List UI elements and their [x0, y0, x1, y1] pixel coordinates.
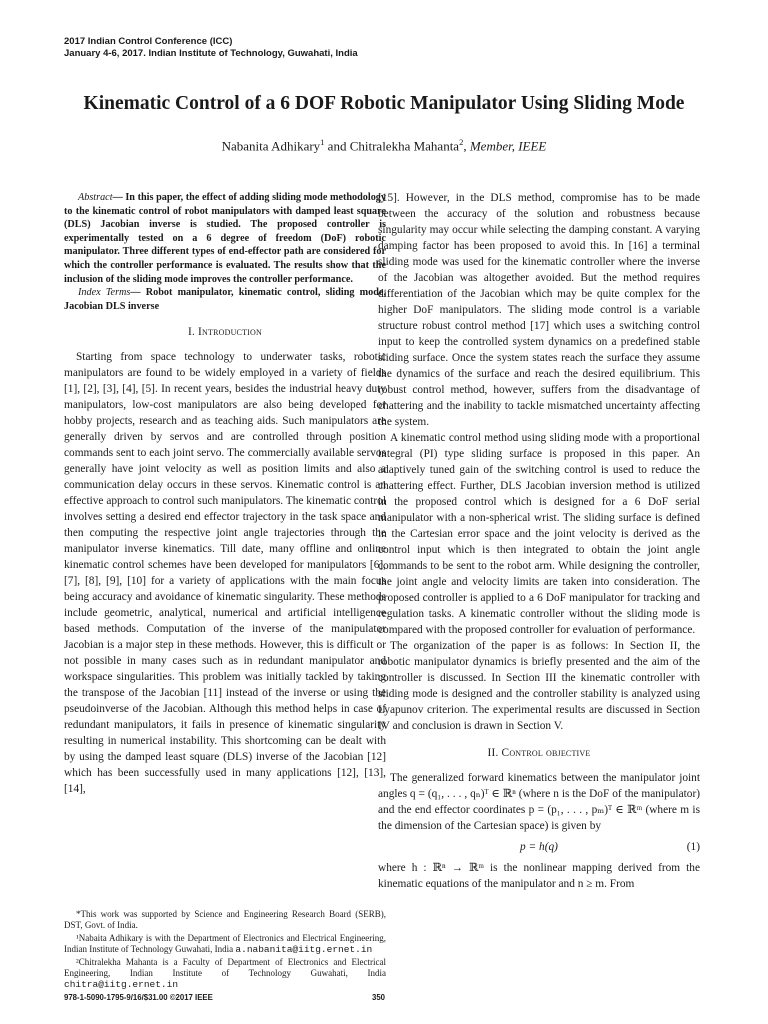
equation-1-body: p = h(q)	[520, 841, 558, 853]
copyright-line: 978-1-5090-1795-9/16/$31.00 ©2017 IEEE	[64, 993, 213, 1002]
footnote-author-2	[64, 957, 386, 991]
section-heading-introduction: I. Introduction	[187, 326, 262, 339]
abstract-text: — In this paper, the effect of adding sliding mode methodology to the kinematic control of robot manipulators with damped least square (DLS) Jacobian inverse is studied. The proposed controller is experimentally tested on a 6 degree of freedom (DoF) robotic manipulator. Three different types of end-effector path are considered for which the controller performance is evaluated. The results show that the inclusion of the sliding mode improves the controller performance.	[64, 192, 386, 285]
index-terms	[64, 286, 386, 313]
left-column	[64, 191, 386, 797]
footnote-author-2-text: ²Chitralekha Mahanta is a Faculty of Department of Electronics and Electrical Engineering, Indian Institute of Technology Guwahati, India	[64, 956, 386, 979]
paper-title: Kinematic Control of a 6 DOF Robotic Manipulator Using Sliding Mode	[83, 93, 685, 114]
right-column	[378, 190, 700, 892]
footnote-author-2-email: chitra@iitg.ernet.in	[64, 979, 179, 991]
equation-1-number: (1)	[686, 841, 700, 853]
author-line: Nabanita Adhikary$^1$ and Chitralekha Mahanta$^2$, Member, IEEE	[221, 137, 547, 154]
index-terms-text: — Robot manipulator, kinematic control, sliding mode, Jacobian DLS inverse	[64, 287, 386, 312]
conference-date-venue: January 4-6, 2017. Indian Institute of Technology, Guwahati, India	[64, 48, 358, 59]
mapping-paragraph: where h : ℝⁿ → ℝᵐ is the nonlinear mapping derived from the kinematic equations of the manipulator and n ≥ m. From	[378, 862, 700, 890]
footnote-author-1	[64, 933, 386, 956]
author-2-mark: 2	[459, 137, 464, 147]
abstract	[64, 191, 386, 286]
author-joiner: and	[324, 138, 350, 154]
author-2: Chitralekha Mahanta	[349, 138, 460, 154]
page-number: 350	[372, 993, 386, 1002]
author-2-affiliation: Member, IEEE	[469, 138, 547, 154]
footnote-author-1-text: ¹Nabaita Adhikary is with the Department of Electronics and Electrical Engineering, Indian Institute of Technology Guwahati, India	[64, 932, 386, 955]
right-paragraph-3: The organization of the paper is as follows: In Section II, the robotic manipulator dynamics is briefly presented and the aim of the controller is discussed. In Section III the kinematic controller with sliding mode is designed and the controller stability is analyzed using Lyapunov criterion. The experimental results are discussed in Section IV and conclusion is drawn in Section V.	[378, 640, 700, 732]
control-objective-paragraph: The generalized forward kinematics between the manipulator joint angles q = (q₁, . . . , qₙ)ᵀ ∈ ℝⁿ (where n is the DoF of the manipulator) and the end effector coordinates p = (p₁, . . . , pₘ)ᵀ ∈ ℝᵐ (where m is the dimension of the Cartesian space) is given by	[378, 772, 700, 832]
abstract-label: Abstract	[78, 192, 113, 203]
right-paragraph-2: A kinematic control method using sliding mode with a proportional integral (PI) type sliding surface is proposed in this paper. An adaptively tuned gain of the switching control is used to reduce the chattering effect. Further, DLS Jacobian inversion method is utilized in the proposed control which is designed for a 6 DoF serial manipulator with a non-spherical wrist. The sliding surface is defined in the Cartesian error space and the joint velocity is derived as the control input which is then integrated to obtain the joint angle commands to be sent to the robot arm. While designing the controller, the joint angle and velocity limits are taken into consideration. The proposed controller is applied to a 6 DoF manipulator for tracking and regulation tasks. A kinematic controller without the sliding mode is compared with the proposed controller for evaluation of performance.	[378, 432, 700, 636]
equation-1	[378, 834, 700, 860]
author-1: Nabanita Adhikary	[221, 138, 321, 154]
conference-name: 2017 Indian Control Conference (ICC)	[64, 36, 233, 47]
right-paragraph-1: [15]. However, in the DLS method, compromise has to be made between the accuracy of the solution and robustness because singularity may occur while selecting the damping constant. A varying damping factor has been proposed to avoid this. In [16] a terminal sliding mode was used for the kinematic controller where the inverse of the Jacobian was altogether avoided. But the method requires differentiation of the Jacobian which may be quite complex for the higher DoF manipulators. The sliding mode control is a variable structure robust control method [17] which uses a switching control input to keep the controlled system dynamics on a predefined stable sliding surface. Once the system states reach the surface they assume the dynamics of the surface and reach the desired equilibrium. This robust control method, however, suffers from the disadvantage of chattering and the inability to tackle mismatched uncertainty affecting the system.	[378, 192, 700, 428]
footnote-funding: *This work was supported by Science and Engineering Research Board (SERB), DST, Govt. of India.	[64, 909, 386, 931]
footnotes	[64, 909, 386, 992]
conference-header	[64, 36, 704, 60]
section-heading-control-objective: II. Control objective	[487, 747, 591, 759]
index-terms-label: Index Terms	[78, 287, 131, 299]
author-1-mark: 1	[320, 137, 325, 147]
intro-paragraph: Starting from space technology to underwater tasks, robotic manipulators are found to be widely employed in a variety of fields [1], [2], [3], [4], [5]. In recent years, besides the industrial heavy duty manipulators, low-cost manipulators are also being developed for hobby projects, research and as teaching aids. Such manipulators are generally driven by servos and are controlled through position commands sent to each joint servo. The commercially available servos generally have joint velocity as well as position limits and also a communication delay occurs in these servos. Kinematic control is an effective approach to control such manipulators. The kinematic control involves setting a desired end effector trajectory in the task space and then computing the respective joint angle trajectories through the manipulator inverse kinematics. Till date, many offline and online kinematic control schemes have been developed for manipulators [6], [7], [8], [9], [10] for a variety of applications with the main focus being accuracy and avoidance of kinematic singularity. These methods include geometric, analytical, numerical and artificial intelligence based methods. Computation of the inverse of the manipulator Jacobian is a major step in these methods. However, this is difficult or not possible in many cases such as in redundant manipulator and workspace singularities. This problem was initially tackled by taking the transpose of the Jacobian [11] instead of the inverse or using the pseudoinverse of the Jacobian. Although this method helps in case of redundant manipulators, it fails in presence of kinematic singularity resulting in numerical instability. This shortcoming can be dealt with by using the damped least square (DLS) inverse of the Jacobian [12] which has been successfully used in many applications [12], [13], [14],	[64, 351, 386, 796]
footnote-author-1-email: a.nabanita@iitg.ernet.in	[235, 944, 373, 956]
